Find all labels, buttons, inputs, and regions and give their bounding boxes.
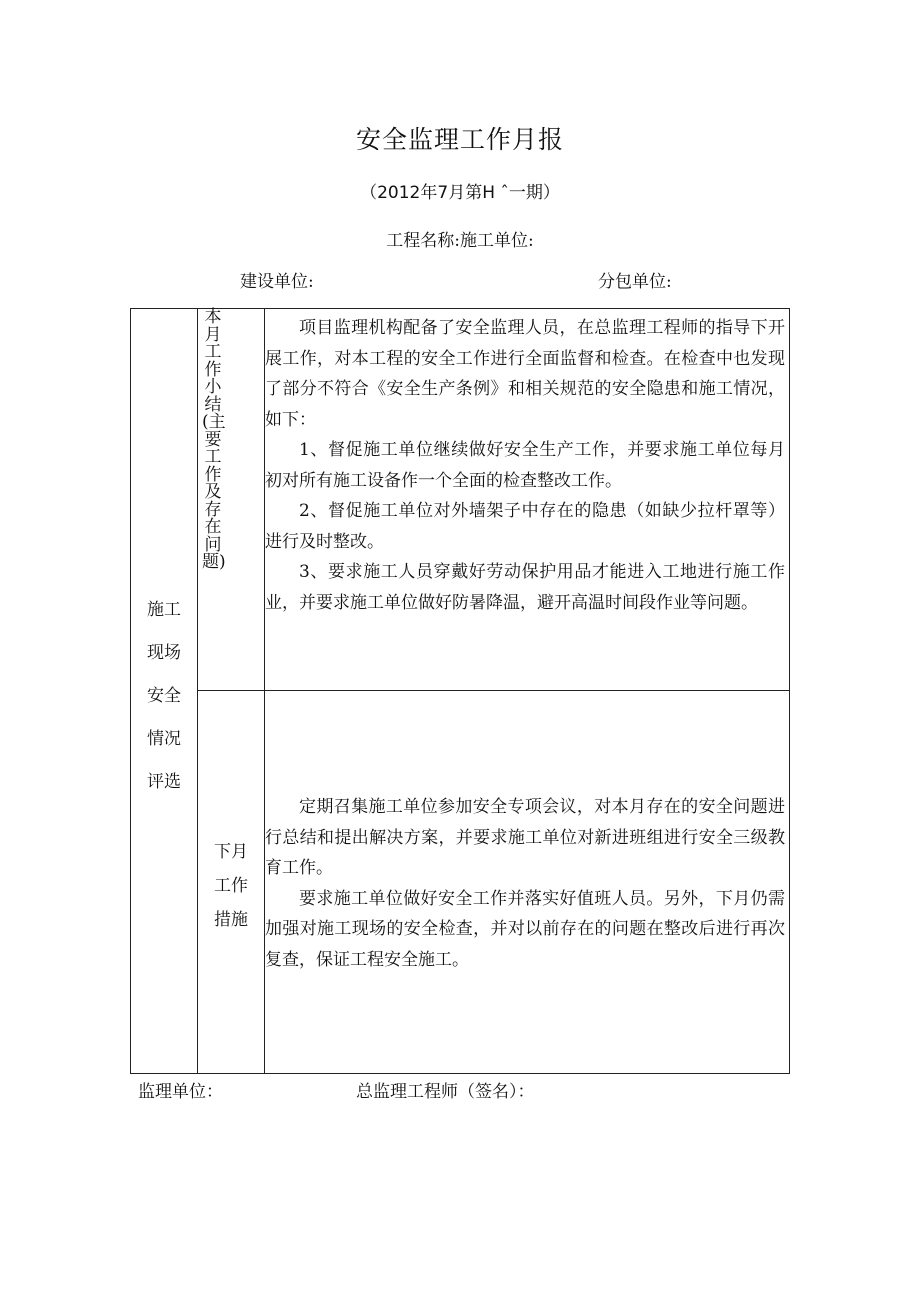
section-label-line: 安全 [147,686,181,706]
build-unit-label: 建设单位: [240,272,314,292]
next-month-content [265,792,785,975]
month-summary-label: 本月工作小结(主要工作及存在问题) [202,307,226,572]
table-divider-vertical-1 [197,309,198,1073]
section-label-line: 现场 [147,643,181,663]
next-month-label-line: 措施 [214,910,248,930]
supervision-unit-label: 监理单位： [138,1082,223,1102]
next-month-paragraph: 定期召集施工单位参加安全专项会议，对本月存在的安全问题进行总结和提出解决方案，并要求施工单位对新进班组进行安全三级教育工作。 [265,797,785,878]
month-summary-content [265,313,785,618]
chief-engineer-signature-label: 总监理工程师（签名）： [356,1082,535,1102]
summary-paragraph: 项目监理机构配备了安全监理人员，在总监理工程师的指导下开展工作，对本工程的安全工作进行全面监督和检查。在检查中也发现了部分不符合《安全生产条例》和相关规范的安全隐患和施工情况，如下： [265,318,785,430]
sub-unit-label: 分包单位: [598,272,672,292]
section-label-line: 施工 [147,600,181,620]
next-month-label-line: 工作 [214,876,248,896]
summary-paragraph: 1、督促施工单位继续做好安全生产工作，并要求施工单位每月初对所有施工设备作一个全面的检查整改工作。 [265,440,785,491]
next-month-label-line: 下月 [214,842,248,862]
summary-paragraph: 2、督促施工单位对外墙架子中存在的隐患（如缺少拉杆罩等）进行及时整改。 [265,501,785,552]
report-period: （2012年7月第H ˆ一期） [360,183,560,203]
next-month-label [198,835,264,937]
page-title: 安全监理工作月报 [355,125,564,154]
section-label-line: 评选 [147,772,181,792]
report-table [130,308,790,1074]
section-label-line: 情况 [147,729,181,749]
project-name-line: 工程名称:施工单位: [386,231,534,251]
table-divider-horizontal [197,690,789,691]
next-month-paragraph: 要求施工单位做好安全工作并落实好值班人员。另外，下月仍需加强对施工现场的安全检查，并对以前存在的问题在整改后进行再次复查，保证工程安全施工。 [265,888,785,970]
summary-paragraph: 3、要求施工人员穿戴好劳动保护用品才能进入工地进行施工作业，并要求施工单位做好防暑降温，避开高温时间段作业等问题。 [265,562,785,613]
section-label [131,589,197,804]
